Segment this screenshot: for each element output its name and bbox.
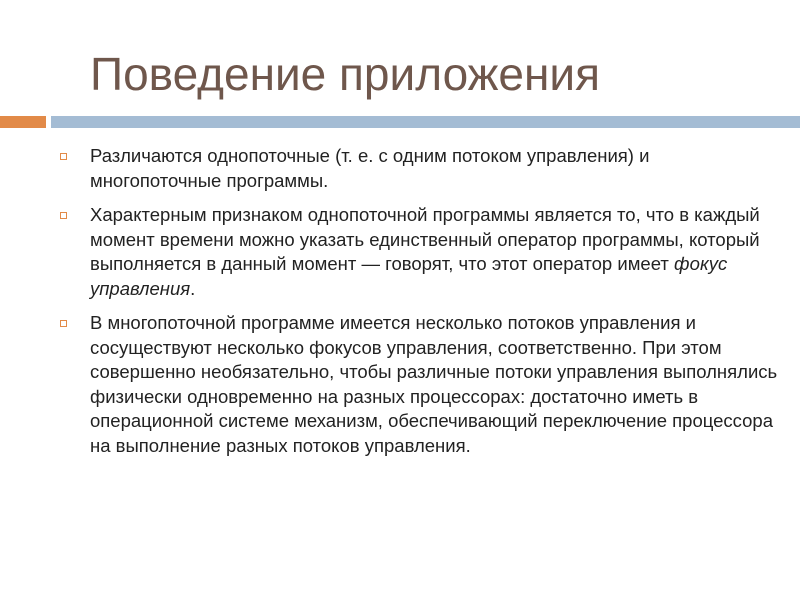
accent-bar bbox=[0, 116, 46, 128]
bullet-text-end: . bbox=[190, 277, 196, 299]
title-underline-bar bbox=[51, 116, 800, 128]
emphasis-term: фокус управления bbox=[90, 253, 728, 299]
bullet-item-multi-thread bbox=[60, 311, 780, 458]
bullet-text: В многопоточной программе имеется несколько потоков управления и сосуществуют несколько фокусов управления, соответственно. При этом совершенно необязательно, чтобы различные потоки управления выполнялись физически одновременно на разных процессорах: достаточно иметь в операционной системе механизм, обеспечивающий переключение процессора на выполнение разных потоков управления. bbox=[90, 312, 778, 456]
square-bullet-icon bbox=[60, 320, 67, 327]
square-bullet-icon bbox=[60, 212, 67, 219]
bullet-list bbox=[60, 144, 780, 468]
bullet-text: Различаются однопоточные (т. е. с одним потоком управления) и многопоточные программы. bbox=[90, 145, 650, 191]
square-bullet-icon bbox=[60, 153, 67, 160]
bullet-item-single-vs-multi bbox=[60, 144, 780, 193]
slide-title: Поведение приложения bbox=[90, 48, 600, 100]
bullet-item-single-thread-feature bbox=[60, 203, 780, 301]
bullet-text: Характерным признаком однопоточной программы является то, что в каждый момент времени можно указать единственный оператор программы, который выполняется в данный момент — говорят, что этот оператор имеет bbox=[90, 204, 760, 274]
